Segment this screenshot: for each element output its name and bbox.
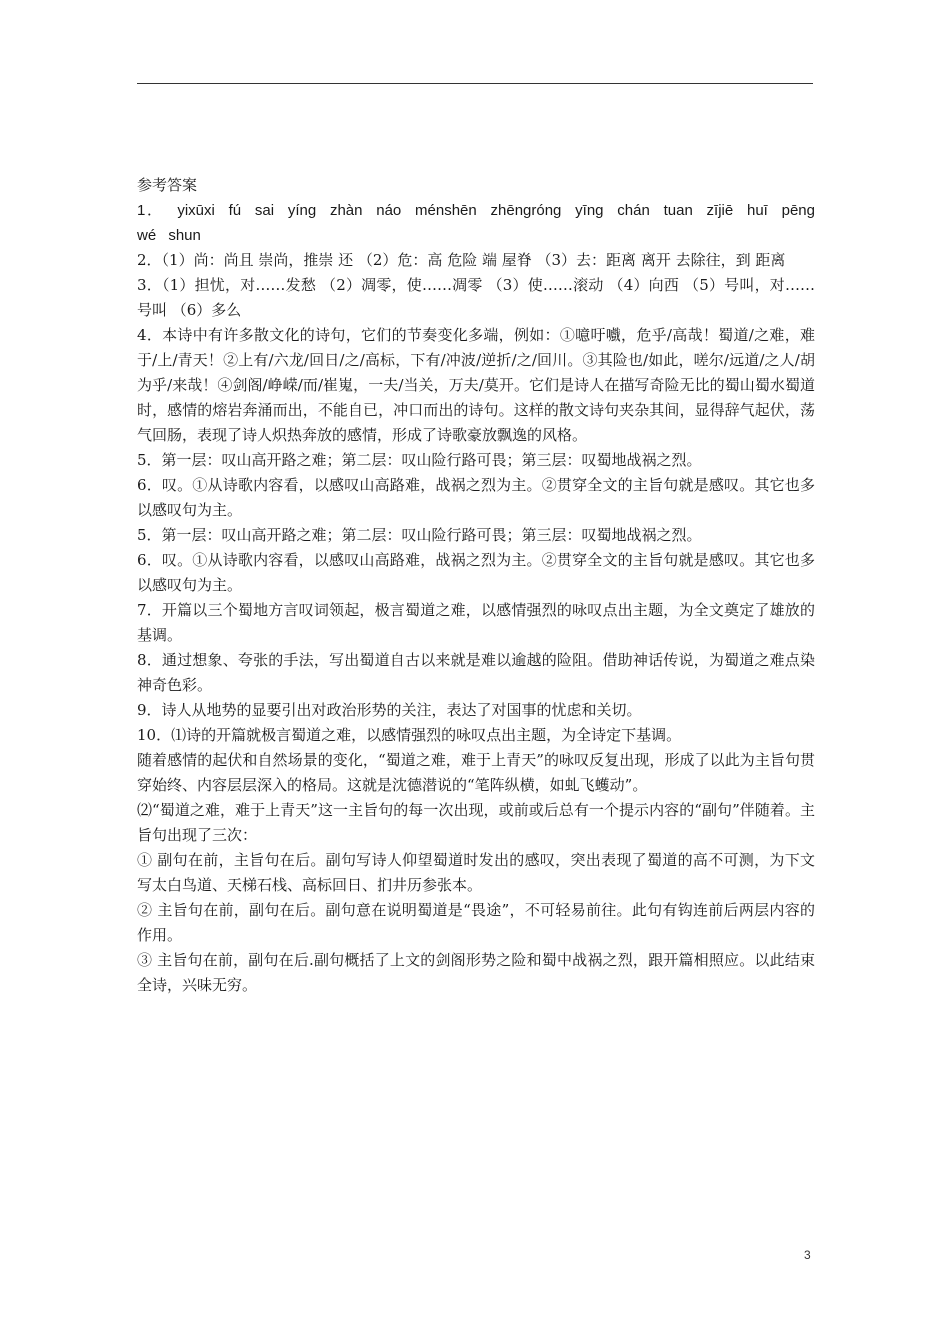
page-number: 3 xyxy=(804,1248,811,1262)
answer-5-repeat: 5．第一层：叹山高开路之难；第二层：叹山险行路可畏；第三层：叹蜀地战祸之烈。 xyxy=(137,526,702,544)
answer-section xyxy=(137,173,815,998)
section-title: 参考答案 xyxy=(137,176,198,194)
header-rule xyxy=(137,83,813,84)
answer-8: 8．通过想象、夸张的手法，写出蜀道自古以来就是难以逾越的险阻。借助神话传说，为蜀道之难点染神奇色彩。 xyxy=(137,651,815,694)
answer-10-point-2: ② 主旨句在前，副句在后。副句意在说明蜀道是“畏途”，不可轻易前往。此句有钩连前后两层内容的作用。 xyxy=(137,901,815,944)
answer-1-pinyin: 1． yixūxi fú sai yíng zhàn náo ménshēn zhēngróng yīng chán tuan zījiē huī pēng wé shun xyxy=(137,202,815,244)
answer-3: 3．（1）担忧，对……发愁 （2）凋零，使……凋零 （3）使……滚动 （4）向西 （5）号叫，对……号叫 （6）多么 xyxy=(137,276,815,319)
answer-6: 6．叹。①从诗歌内容看，以感叹山高路难，战祸之烈为主。②贯穿全文的主旨句就是感叹。其它也多以感叹句为主。 xyxy=(137,476,815,519)
answer-7: 7．开篇以三个蜀地方言叹词领起，极言蜀道之难，以感情强烈的咏叹点出主题，为全文奠定了雄放的基调。 xyxy=(137,601,815,644)
answer-6-repeat: 6．叹。①从诗歌内容看，以感叹山高路难，战祸之烈为主。②贯穿全文的主旨句就是感叹。其它也多以感叹句为主。 xyxy=(137,551,815,594)
answer-2: 2．（1）尚：尚且 崇尚，推崇 还 （2）危：高 危险 端 屋脊 （3）去：距离 离开 去除往，到 距离 xyxy=(137,251,786,269)
answer-5: 5．第一层：叹山高开路之难；第二层：叹山险行路可畏；第三层：叹蜀地战祸之烈。 xyxy=(137,451,702,469)
answer-10-point-1: ① 副句在前，主旨句在后。副句写诗人仰望蜀道时发出的感叹，突出表现了蜀道的高不可测，为下文写太白鸟道、天梯石栈、高标回日、扪井历参张本。 xyxy=(137,851,815,894)
answer-10-explanation: 随着感情的起伏和自然场景的变化，“蜀道之难，难于上青天”的咏叹反复出现，形成了以此为主旨句贯穿始终、内容层层深入的格局。这就是沈德潜说的“笔阵纵横，如虬飞蠖动”。 xyxy=(137,751,815,794)
answer-4: 4．本诗中有许多散文化的诗句，它们的节奏变化多端，例如：①噫吁嚱，危乎/高哉！蜀道/之难，难于/上/青天！②上有/六龙/回日/之/高标，下有/冲波/逆折/之/回川。③其险也/如此，嗟尔/远道/之人/胡为乎/来哉！④剑阁/峥嵘/而/崔嵬，一夫/当关，万夫/莫开。它们是诗人在描写奇险无比的蜀山蜀水蜀道时，感情的熔岩奔涌而出，不能自已，冲口而出的诗句。这样的散文诗句夹杂其间，显得辞气起伏，荡气回肠，表现了诗人炽热奔放的感情，形成了诗歌豪放飘逸的风格。 xyxy=(137,326,815,444)
answer-10-part-1: 10．⑴诗的开篇就极言蜀道之难，以感情强烈的咏叹点出主题，为全诗定下基调。 xyxy=(137,726,682,744)
answer-9: 9．诗人从地势的显要引出对政治形势的关注，表达了对国事的忧虑和关切。 xyxy=(137,701,642,719)
answer-10-part-2: ⑵“蜀道之难，难于上青天”这一主旨句的每一次出现，或前或后总有一个提示内容的“副句”伴随着。主旨句出现了三次： xyxy=(137,801,815,844)
answer-10-point-3: ③ 主旨句在前，副句在后.副句概括了上文的剑阁形势之险和蜀中战祸之烈，跟开篇相照应。以此结束全诗，兴味无穷。 xyxy=(137,951,815,994)
